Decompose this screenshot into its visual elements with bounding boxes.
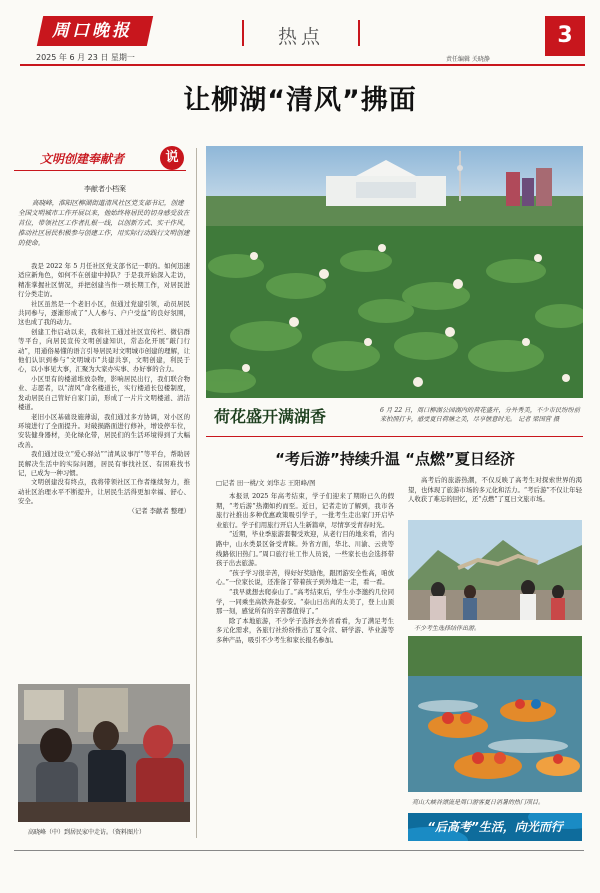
article-byline: □记者 田一桃/文 刘华志 王阳峰/图 [216, 479, 316, 487]
column-paragraph: 我们通过设立“爱心驿站”“清风议事厅”等平台，帮助居民解决生活中的实际问题，居民有事找社区、有困难找书记，已成为一种习惯。 [18, 450, 190, 477]
page-headline: 让柳湖“清风”拂面 [183, 85, 417, 116]
issue-date: 2025 年 6 月 23 日 星期一 [36, 53, 135, 62]
column-paragraph: 我是 2022 年 5 月任社区党支部书记一职的。如何迅速适应新角色，如何不在创建中掉队？于是我开始深入走访，精准掌握社区情况，并把创建当作一项长期工作，对居民进行分类走访。 [18, 262, 190, 299]
section-rule [206, 436, 583, 437]
editor-credit: 责任编辑 关晓静 [446, 56, 490, 63]
masthead [0, 0, 600, 72]
newspaper-logo: 周口晚报 [52, 21, 132, 41]
article-conclusion: 高考后的旅游热潮，不仅反映了高考生对探索世界的渴望，也体现了旅游市场的多元化和活力。“考后游”不仅让年轻人收获了难忘的回忆，还“点燃”了夏日文旅市场。 [408, 476, 582, 504]
promo-banner-text: “后高考”生活，向光而行 [427, 820, 563, 834]
column-title: 文明创建奉献者 [40, 152, 125, 166]
column-paragraph: 创建工作启动以来，我和社工通过社区宣传栏、微信群等平台，向居民宣传文明创建知识，常态化开展“敲门行动”，用通俗易懂的语言引导居民对文明城市创建的理解，让他们认识到参与“文明城市”共建共享，文明创建，利民于心，以小事见大事，汇聚为大家办实事、办好事的合力。 [18, 327, 190, 374]
lotus-photo-title: 荷花盛开满湖香 [214, 407, 327, 426]
column-profile-heading: 李献者小档案 [84, 185, 126, 193]
section-divider-right [358, 20, 360, 46]
column-divider [196, 148, 197, 838]
article-paragraph: 除了本地旅游，不少学子选择去外省看看，为了满足考生多元化需求，各旅行社纷纷推出了夏令营、研学游、毕业游等多种产品，吸引不少考生和家长报名参加。 [216, 616, 394, 644]
column-title-rule [14, 170, 186, 171]
article-paragraph: 本报讯 2025 年高考结束，学子们迎来了期盼已久的假期，“考后游”热潮如约而至。近日，记者走访了解到，我市各旅行社推出多种优惠政策吸引学子，一批考生走出家门开启毕业旅行。学子们用旅行开启人生新篇章，尽情享受青春时光。 [216, 492, 394, 529]
article-paragraph: “我早就想去爬泰山了。”高考结束后，学生小李邀约几位同学，一同乘坐高铁奔赴泰安。“泰山日出真的太美了，登上山顶那一刻，感觉所有的辛苦都值得了。” [216, 587, 394, 616]
visit-photo [18, 684, 190, 822]
masthead-rule [20, 64, 585, 66]
column-paragraph: 老旧小区基础设施薄弱，我们通过多方协调，对小区的环境进行了全面提升。对破损路面进行修补，增设停车位，安装健身器材，美化绿化带，居民们的生活环境得到了大幅改善。 [18, 412, 190, 449]
lotus-lake-photo [206, 146, 583, 398]
column-paragraph: 小区里有的楼道堆放杂物，影响居民出行，我们联合物业、志愿者，以“清风”命名楼道长，实行楼道长包楼制度，发动居民自己管好自家门前，形成了一片片文明楼道、清洁楼道。 [18, 374, 190, 412]
travel-photo [408, 520, 582, 620]
column-signature: （记者 李献者 整理） [128, 506, 190, 515]
rafting-photo-caption: 亮山大峡谷漂流是周口游客夏日消暑的热门项目。 [412, 799, 545, 806]
page-number: 3 [545, 16, 585, 56]
article-headline: “考后游”持续升温 “点燃”夏日经济 [275, 450, 515, 468]
column-body [18, 262, 190, 516]
bottom-rule [14, 850, 584, 851]
article-body [216, 492, 394, 646]
promo-banner [408, 813, 582, 841]
column-paragraph: 文明创建没有终点，我将带领社区工作者继续努力，推动社区治理水平不断提升，让居民生活得更加幸福、舒心、安全。 [18, 478, 190, 506]
rafting-photo [408, 636, 582, 792]
section-divider-left [242, 20, 244, 46]
column-lead: 高晓峰，淮阳区柳湖街道清风社区党支部书记，创建全国文明城市工作开展以来，他始终将居民的切身感受放在首位，带领社区工作者扎根一线，以创新方式、实干作风，推动社区居民积极参与创建工作，用实际行动践行文明创建的使命。 [18, 199, 190, 247]
column-paragraph: 社区虽然是一个老旧小区，但通过党建引领，动员居民共同参与，逐渐形成了“人人参与、户户受益”的良好氛围，这也成了我的动力。 [18, 299, 190, 327]
column-badge: 说 [160, 146, 184, 170]
article-paragraph: “近期，毕业季旅游套餐受欢迎，从老行目的地来看，省内路中，山水类景区备受青睐。外省方面，华北、川渝、云贵等线路依旧热门。”周口旅行社工作人员说，一些家长也会选择带孩子出去旅游。 [216, 530, 394, 568]
travel-photo-caption: 不少考生选择结伴出游。 [414, 625, 481, 632]
visit-photo-caption: 高晓峰（中）到居民家中走访。（资料图片） [28, 829, 146, 836]
lotus-photo-caption: 6 月 22 日，周口柳湖公园湖内的荷花盛开，分外秀美，不少市民纷纷前来拍照打卡，感受夏日荷塘之美，尽享惬意时光。 记者 梁国营 摄 [380, 407, 580, 423]
article-paragraph: “孩子学习很辛苦，得好好奖励他，跟团游安全性高，咱放心。”一位家长说，还准备了带着孩子到外地走一走，看一看。 [216, 568, 394, 587]
section-title: 热点 [277, 26, 324, 48]
